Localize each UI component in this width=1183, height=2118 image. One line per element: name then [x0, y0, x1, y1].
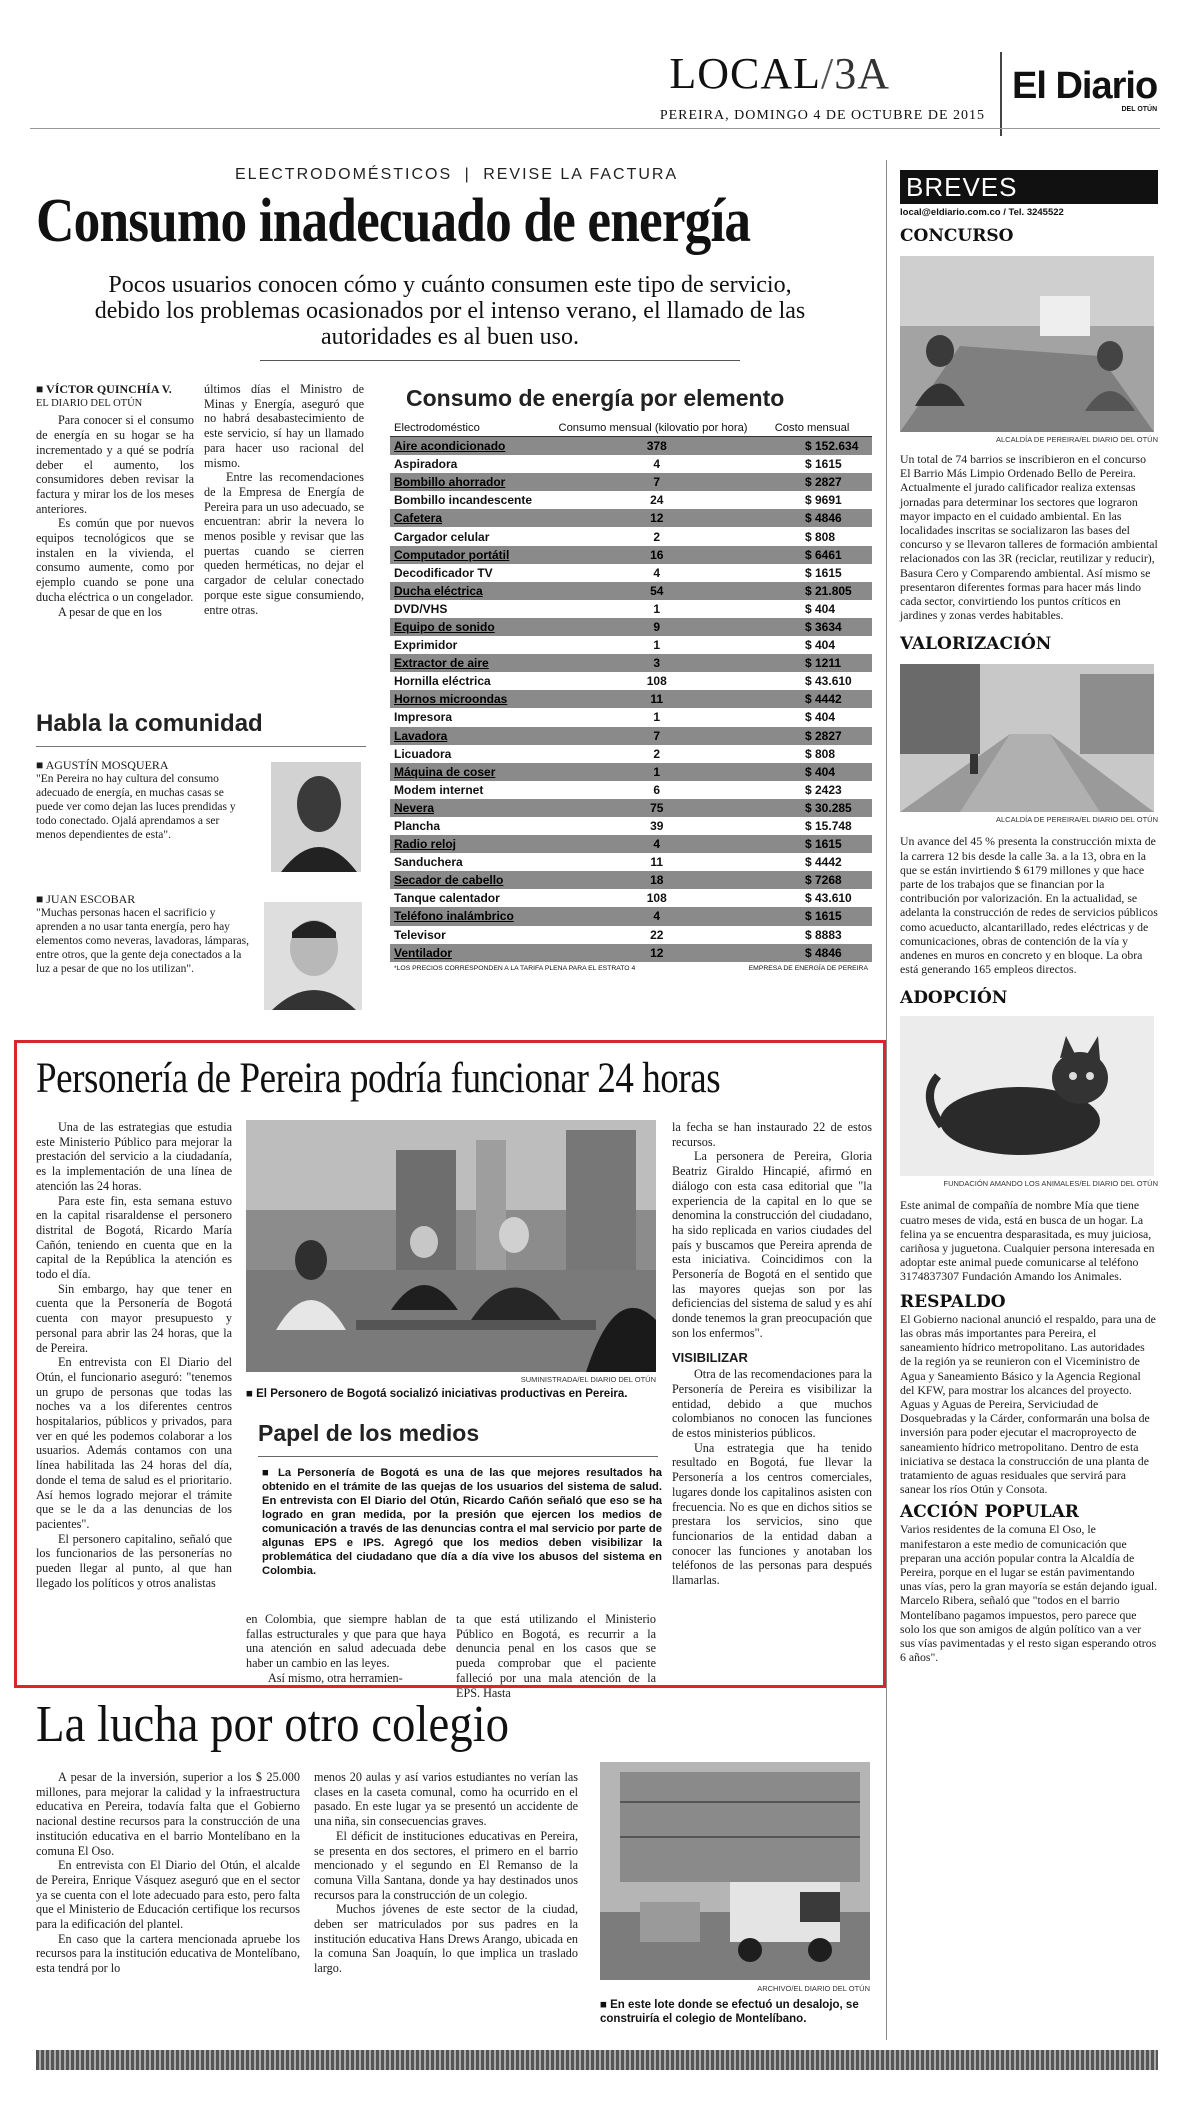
cost-cell: $ 4846 — [769, 509, 872, 527]
consumption-cell: 4 — [653, 565, 661, 580]
appliance-cell: Aspiradora — [394, 457, 458, 472]
appliance-cell: Exprimidor — [394, 638, 458, 653]
consumption-cell: 12 — [544, 944, 769, 962]
cost-cell: $ 1615 — [769, 835, 872, 853]
dateline: PEREIRA, DOMINGO 4 DE OCTUBRE DE 2015 — [659, 108, 985, 123]
table-row — [390, 944, 872, 962]
consumption-cell: 18 — [544, 871, 769, 889]
quote-block — [36, 892, 251, 976]
consumption-cell: 1 — [653, 638, 661, 653]
paragraph: En entrevista con El Diario del Otún, el alcalde de Pereira, Enrique Vásquez aseguró que en el sector ya se cuenta con el lote adecuado para esto, pero falta que el Ministerio de Educación certifique los recursos para la edificación del plantel. — [36, 1858, 300, 1932]
lead-col2 — [204, 382, 364, 617]
cost-cell: $ 15.748 — [805, 819, 852, 834]
paragraph: En entrevista con El Diario del Otún, el funcionario aseguró: "tenemos un grupo de personas que todas las noches va a los diferentes centros hospitalarios, públicos y privados, para ver en qué les podemos colaborar a los usuarios. Además contamos con una línea habilitada las 24 horas del día, donde el tema de salud es el prioritario. Así hemos logrado mejorar el trámite que se le da a las denuncias de los pacientes". — [36, 1355, 232, 1531]
lead-deck: Pocos usuarios conocen cómo y cuánto consumen este tipo de servicio, debido los problemas ocasionados por el intenso verano, el llamado de las autoridades es al buen uso. — [94, 272, 806, 350]
table-row — [390, 799, 872, 817]
table-row — [390, 926, 872, 944]
brief-title: ACCIÓN POPULAR — [900, 1502, 1079, 1523]
brand-sub: DEL OTÚN — [1121, 106, 1158, 113]
portrait-photo — [264, 902, 362, 1010]
paragraph: Una de las estrategias que estudia este Ministerio Público para mejorar la prestación del servicio a la ciudadanía, es la implementación de una línea de atención las 24 horas. — [36, 1120, 232, 1193]
appliance-cell: Nevera — [390, 799, 544, 817]
paragraph: en Colombia, que siempre hablan de fallas estructurales y que para que haya una atención en salud adecuada debe haber un cambio en las leyes. — [246, 1612, 446, 1671]
cost-cell: $ 3634 — [769, 618, 872, 636]
photo-credit: FUNDACIÓN AMANDO LOS ANIMALES/EL DIARIO DEL OTÚN — [943, 1179, 1158, 1189]
cost-cell: $ 1615 — [769, 907, 872, 925]
community-title: Habla la comunidad — [36, 710, 263, 737]
table-row — [390, 654, 872, 672]
appliance-cell: DVD/VHS — [394, 601, 448, 616]
appliance-cell: Licuadora — [394, 746, 452, 761]
kicker-topic: ELECTRODOMÉSTICOS — [235, 166, 453, 183]
paragraph: En caso que la cartera mencionada apruebe los recursos para la institución educativa de Montelíbano, esta tendrá por lo — [36, 1931, 300, 1976]
lead-headline: Consumo inadecuado de energía — [36, 187, 751, 255]
cost-cell: $ 808 — [805, 529, 836, 544]
table-row — [390, 564, 872, 582]
table-row — [390, 708, 872, 726]
breves-sidebar — [900, 170, 1158, 1664]
brief-title: VALORIZACIÓN — [900, 634, 1052, 655]
photo-caption: ■ El Personero de Bogotá socializó iniciativas productivas en Pereira. — [246, 1388, 628, 1400]
appliance-cell: Extractor de aire — [390, 654, 544, 672]
colegio-headline: La lucha por otro colegio — [36, 1696, 510, 1753]
brief-text: Un avance del 45 % presenta la construcción mixta de la carrera 12 bis desde la calle 3a. a la 13, obra en la que se están invirtiendo $ 6179 millones y que hace parte de los trabajos que se financian por la contribución por valorización. En la actualidad, se adelanta la construcción de redes de servicios públicos como acueducto, alcantarillado, redes eléctricas y de comunicaciones, obras de contención de la vía y andenes en muros en concreto y en bloque. La obra está generando 165 empleos directos. — [900, 834, 1158, 977]
consumption-cell: 1 — [544, 763, 769, 781]
energy-table-header — [390, 422, 872, 437]
appliance-cell: Televisor — [394, 927, 446, 942]
brief-text: El Gobierno nacional anunció el respaldo, para una de las obras más importantes para Pereira, el saneamiento hídrico metropolitano. Las autoridades de la región ya se reunieron con el Viceministro de Agua y Saneamiento Básico y la Agencia Regional del KFW, para mostrar los alcances del proyecto. Aguas y Aguas de Pereira, Serviciudad de Dosquebradas y la Cárder, conformarán una bolsa de inversión para poder ejecutar el macroproyecto de saneamiento hídrico metropolitano. Dentro de esta iniciativa se destaca la construcción de una planta de tratamiento de aguas residuales que servirá para sanear los ríos Otún y Consota. — [900, 1311, 1156, 1497]
cost-cell: $ 9691 — [805, 493, 842, 508]
table-row — [390, 727, 872, 745]
section-label: LOCAL — [669, 49, 821, 98]
lot-truck-photo-image — [600, 1762, 870, 1980]
paragraph: Una estrategia que ha tenido resultado en Bogotá, fue llevar la Personería a los centros comerciales, lugares donde los capitalinos asisten con frecuencia. No es que en dichos sitios se prestara los servicios, sino que funcionarios de la entidad daban a conocer las funciones y anotaban los teléfonos de las personas para después llamarlas. — [672, 1440, 872, 1588]
breves-contact: local@eldiario.com.co / Tel. 3245522 — [900, 207, 1064, 218]
table-row — [390, 835, 872, 853]
sub-title-rule — [258, 1456, 658, 1457]
personeria-headline: Personería de Pereira podría funcionar 24 horas — [36, 1055, 721, 1102]
appliance-cell: Sanduchera — [394, 855, 463, 870]
consumption-cell: 3 — [544, 654, 769, 672]
photo-credit: ALCALDÍA DE PEREIRA/EL DIARIO DEL OTÚN — [996, 815, 1158, 825]
sub-lead: ■ La Personería de Bogotá es una de las que mejores resultados ha obtenido en el trámite de las quejas de los usuarios del sistema de salud. En entrevista con El Diario del Otún, Ricardo Cañón señaló que eso se ha logrado en gran medida, por la presión que ejercen los medios de comunicación a través de las denuncias contra el mal servicio por parte de algunas EPS e IPS. Agregó que los medios deben visibilizar la problemática del ciudadano que día a día vive los abusos del sistema en Colombia. — [262, 1467, 662, 1577]
personeria-photo — [246, 1120, 656, 1372]
meeting-photo-image — [900, 256, 1154, 432]
lead-col1 — [36, 382, 194, 619]
appliance-cell: Hornos microondas — [390, 690, 544, 708]
consumption-cell: 75 — [544, 799, 769, 817]
masthead — [30, 36, 1160, 136]
cost-cell: $ 6461 — [769, 546, 872, 564]
table-row — [390, 600, 872, 618]
paragraph: El déficit de instituciones educativas en Pereira, se presenta en dos sectores, el primero en el barrio mencionado y el segundo en El Remanso de la comuna Villa Santana, donde ya hay destinados unos recursos para la construcción de un colegio. — [314, 1828, 578, 1902]
appliance-cell: Cafetera — [390, 509, 544, 527]
consumption-cell: 2 — [653, 529, 661, 544]
paragraph: Para conocer si el consumo de energía en su hogar se ha incrementado y a qué se podría deber el aumento, los consumidores deben revisar la factura y mirar los de los meses anteriores. — [36, 413, 194, 516]
portrait-person-image — [271, 762, 361, 872]
appliance-cell: Impresora — [394, 710, 453, 725]
appliance-cell: Secador de cabello — [390, 871, 544, 889]
paragraph: Es común que por nuevos equipos tecnológicos que se instalen en la vivienda, el consumo aumente, como por ejemplo cuando se pone una ducha eléctrica o un congelador. — [36, 516, 194, 604]
column-header: Electrodoméstico — [394, 422, 480, 434]
table-row — [390, 491, 872, 509]
paragraph: A pesar de que en los — [58, 604, 162, 619]
portrait-person-image — [264, 902, 362, 1010]
paragraph: ta que está utilizando el Ministerio Público en Bogotá, es recurrir a la denuncia penal en los casos que se pueda comprobar que el paciente falleció por una mala atención de la EPS. Hasta — [456, 1612, 656, 1700]
breves-title-bar — [900, 170, 1158, 204]
table-row — [390, 907, 872, 925]
breves-title: BREVES — [906, 172, 1018, 202]
concurso-photo — [900, 256, 1154, 432]
appliance-cell: Aire acondicionado — [390, 437, 544, 455]
valorizacion-photo — [900, 664, 1154, 812]
appliance-cell: Ventilador — [390, 944, 544, 962]
kicker: ELECTRODOMÉSTICOS | REVISE LA FACTURA — [235, 166, 679, 183]
appliance-cell: Plancha — [394, 819, 441, 834]
table-row — [390, 437, 872, 455]
quote-author: ■ JUAN ESCOBAR — [36, 892, 136, 906]
cost-cell: $ 808 — [805, 746, 836, 761]
paragraph: Así mismo, otra herramien- — [268, 1670, 403, 1685]
consumption-cell: 11 — [544, 690, 769, 708]
section-title: LOCAL/3A — [669, 49, 890, 98]
deck-rule — [260, 360, 740, 361]
brand-name: El Diario — [1012, 65, 1158, 107]
table-row — [390, 527, 872, 545]
cost-cell: $ 404 — [805, 638, 836, 653]
appliance-cell: Computador portátil — [390, 546, 544, 564]
cost-cell: $ 43.610 — [805, 674, 852, 689]
appliance-cell: Teléfono inalámbrico — [390, 907, 544, 925]
consumption-cell: 4 — [544, 907, 769, 925]
paragraph: Sin embargo, hay que tener en cuenta que la Personería de Bogotá cuenta con mayor presupuesto y personal para abrir las 24 horas, que la de Pereira. — [36, 1281, 232, 1355]
paragraph: Muchos jóvenes de este sector de la ciudad, deben ser matriculados por sus padres en la institución educativa Hans Drews Arango, ubicada en la comuna San Joaquín, lo que implica un traslado largo. — [314, 1902, 578, 1976]
brief-title: CONCURSO — [900, 226, 1014, 246]
consumption-cell: 7 — [544, 473, 769, 491]
consumption-cell: 108 — [646, 891, 667, 906]
quote-block — [36, 758, 251, 842]
table-row — [390, 763, 872, 781]
consumption-cell: 9 — [544, 618, 769, 636]
colegio-col1 — [36, 1770, 300, 1976]
consumption-cell: 11 — [650, 855, 664, 870]
photo-caption: ■ En este lote donde se efectuó un desalojo, se construiría el colegio de Montelíbano. — [600, 1999, 859, 2025]
road-construction-photo-image — [900, 664, 1154, 812]
column-header: Consumo mensual (kilovatio por hora) — [558, 422, 748, 434]
quote-author: ■ AGUSTÍN MOSQUERA — [36, 758, 169, 772]
paragraph: últimos días el Ministro de Minas y Energía, aseguró que no habrá desabastecimiento de este servicio, sí hay un llamado para hacer uso racional del mismo. — [204, 382, 364, 470]
paragraph: Para este fin, esta semana estuvo en la capital risaraldense el personero distrital de Bogotá, Ricardo María Cañón, teniendo en cuenta que en la capital de la República la atención es todo el día. — [36, 1193, 232, 1282]
brief-title: ADOPCIÓN — [900, 988, 1008, 1009]
appliance-cell: Decodificador TV — [394, 565, 493, 580]
appliance-cell: Cargador celular — [394, 529, 490, 544]
consumption-cell: 4 — [653, 457, 661, 472]
cost-cell: $ 404 — [805, 710, 836, 725]
table-footnotes — [390, 965, 872, 972]
consumption-cell: 2 — [653, 746, 661, 761]
cost-cell: $ 2827 — [769, 727, 872, 745]
appliance-cell: Ducha eléctrica — [390, 582, 544, 600]
personeria-col2b — [456, 1612, 656, 1700]
brief-text: Varios residentes de la comuna El Oso, le manifestaron a este medio de comunicación que preparan una acción popular contra la Alcaldía de Pereira, porque en el lugar se están pavimentando unas vías, pero la gran mayoría se están dejando igual. Marcelo Ribera, señaló que "todos en el barrio Montelíbano pagamos impuestos, pero parece que solo los que son amigos de algún político van a ver sus vías pavimentadas y el resto sigan esperando otros 6 años". — [900, 1522, 1158, 1665]
cost-cell: $ 1615 — [805, 565, 842, 580]
table-row — [390, 455, 872, 473]
table-row — [390, 817, 872, 835]
cost-cell: $ 404 — [769, 763, 872, 781]
cost-cell: $ 2827 — [769, 473, 872, 491]
column-divider — [886, 160, 887, 2040]
paragraph: la fecha se han instaurado 22 de estos recursos. — [672, 1120, 872, 1149]
appliance-cell: Equipo de sonido — [390, 618, 544, 636]
byline-org: EL DIARIO DEL OTÚN — [36, 397, 143, 409]
cost-cell: $ 4442 — [805, 855, 842, 870]
bottom-strip — [36, 2050, 1158, 2070]
adopcion-photo — [900, 1016, 1154, 1176]
portrait-photo — [271, 762, 361, 872]
brand-logo — [1012, 66, 1157, 113]
paragraph: A pesar de la inversión, superior a los $ 25.000 millones, para mejorar la calidad y la infraestructura educativa en Pereira, todavía falta que el Gobierno nacional destine recursos para la construcción de una institución educativa en el barrio Montelíbano en la comuna El Oso. — [36, 1770, 300, 1858]
subsection-title: VISIBILIZAR — [672, 1349, 748, 1365]
brief-text: Un total de 74 barrios se inscribieron en el concurso El Barrio Más Limpio Ordenado Bello de Pereira. Actualmente el jurado calificador realiza extensas jornadas para determinar los sectores que lograron mayor impacto en el cuidado ambiental. En las localidades inscritas se socializaron las bases del concurso y se llevaron talleres de formación ambiental relacionados con las 3R (reciclar, reutilizar y reducir), Basura Cero y Comparendo ambiental. Así mismo se presentaron diferentes formas para hacer más lindo cada sector, convirtiendo los puntos críticos en jardines y zonas verdes habitables. — [900, 452, 1158, 623]
brief-title: RESPALDO — [900, 1291, 1006, 1312]
table-row — [390, 582, 872, 600]
consumption-cell: 24 — [650, 493, 664, 508]
quote-text: "En Pereira no hay cultura del consumo adecuado de energía, en muchas casas se puede ver como dejan las luces prendidas y todo conectado. Ojalá aprendamos a ser menos dependientes de esta". — [36, 773, 236, 841]
consumption-cell: 39 — [650, 819, 664, 834]
table-row — [390, 509, 872, 527]
cost-cell: $ 7268 — [769, 871, 872, 889]
meeting-photo-image — [246, 1120, 656, 1372]
consumption-cell: 16 — [544, 546, 769, 564]
table-footnote: *LOS PRECIOS CORRESPONDEN A LA TARIFA PLENA PARA EL ESTRATO 4 — [394, 964, 636, 972]
personeria-col2a — [246, 1612, 446, 1686]
cat-photo-image — [900, 1016, 1154, 1176]
table-row — [390, 546, 872, 564]
cost-cell: $ 404 — [805, 601, 836, 616]
colegio-photo — [600, 1762, 870, 1980]
byline-name: ■ VÍCTOR QUINCHÍA V. — [36, 382, 172, 396]
paragraph: menos 20 aulas y así varios estudiantes no verían las clases en la caseta comunal, como ha ocurrido en el pasado. En este lugar ya se presentó un accidente de una niña, sin consecuencias graves. — [314, 1770, 578, 1829]
consumption-cell: 22 — [650, 927, 664, 942]
table-row — [390, 853, 872, 871]
consumption-cell: 6 — [653, 782, 661, 797]
page-number: 3A — [834, 49, 890, 98]
column-header: Costo mensual — [774, 422, 850, 434]
cost-cell: $ 4846 — [769, 944, 872, 962]
consumption-cell: 54 — [544, 582, 769, 600]
cost-cell: $ 21.805 — [769, 582, 872, 600]
cost-cell: $ 2423 — [805, 782, 842, 797]
photo-credit: ARCHIVO/EL DIARIO DEL OTÚN — [757, 1984, 870, 1993]
appliance-cell: Lavadora — [390, 727, 544, 745]
paragraph: La personera de Pereira, Gloria Beatriz Giraldo Hincapié, afirmó en diálogo con esta casa editorial que "la experiencia de la capital en lo que se denomina la construcción del ciudadano, ha sido replicada en varios ciudades del país y buscamos que Pereira aprenda de esta iniciativa. Coincidimos con la Personería de Bogotá en el sentido que las mayores quejas son por las deficiencias del sistema de salud y es ahí donde tenemos la gran preocupación que son los enfermos". — [672, 1149, 872, 1340]
sub-title: Papel de los medios — [258, 1420, 480, 1446]
community-rule — [36, 746, 366, 747]
cost-cell: $ 152.634 — [769, 437, 872, 455]
appliance-cell: Modem internet — [394, 782, 484, 797]
colegio-col2 — [314, 1770, 578, 1976]
consumption-cell: 12 — [544, 509, 769, 527]
energy-table-block — [390, 385, 872, 972]
consumption-cell: 108 — [646, 674, 667, 689]
consumption-cell: 1 — [653, 601, 661, 616]
brief-text: Este animal de compañía de nombre Mía que tiene cuatro meses de vida, está en busca de un hogar. La felina ya se encuentra desparasitada, es muy juiciosa, cariñosa y juguetona. Cualquier persona interesada en adoptar este animal puede comunicarse al teléfono 3174837307 Fundación Amando los Animales. — [900, 1198, 1155, 1284]
appliance-cell: Bombillo ahorrador — [390, 473, 544, 491]
appliance-cell: Radio reloj — [390, 835, 544, 853]
appliance-cell: Hornilla eléctrica — [394, 674, 491, 689]
consumption-cell: 378 — [544, 437, 769, 455]
photo-credit: SUMINISTRADA/EL DIARIO DEL OTÚN — [520, 1375, 656, 1384]
appliance-cell: Bombillo incandescente — [394, 493, 533, 508]
paragraph: El personero capitalino, señaló que los funcionarios de las personerías no pueden llegar al punto, al que han llegado los políticos y otros analistas — [36, 1531, 232, 1590]
cost-cell: $ 8883 — [805, 927, 842, 942]
appliance-cell: Tanque calentador — [394, 891, 500, 906]
cost-cell: $ 1211 — [769, 654, 872, 672]
personeria-col1 — [36, 1120, 232, 1591]
community-box — [36, 710, 366, 1030]
paragraph: Entre las recomendaciones de la Empresa de Energía de Pereira para un uso adecuado, se encuentran: abrir la nevera lo menos posible y revisar que las puertas cuando se cierren queden herméticas, no dejar el cargador de celular conectado porque este sigue consumiendo, entre otras. — [204, 470, 364, 617]
table-row — [390, 690, 872, 708]
table-row — [390, 889, 872, 907]
table-row — [390, 618, 872, 636]
energy-table-title: Consumo de energía por elemento — [406, 385, 785, 411]
cost-cell: $ 30.285 — [769, 799, 872, 817]
paragraph: Otra de las recomendaciones para la Personería de Pereira es visibilizar la entidad, debido a que muchos colombianos no conocen las funciones de estos ministerios públicos. — [672, 1367, 872, 1441]
consumption-cell: 7 — [544, 727, 769, 745]
photo-credit: ALCALDÍA DE PEREIRA/EL DIARIO DEL OTÚN — [996, 435, 1158, 444]
table-row — [390, 871, 872, 889]
table-source: EMPRESA DE ENERGÍA DE PEREIRA — [748, 964, 868, 972]
personeria-col3 — [672, 1120, 872, 1588]
consumption-cell: 1 — [653, 710, 661, 725]
cost-cell: $ 4442 — [769, 690, 872, 708]
header-rule — [30, 128, 1160, 129]
quote-text: "Muchas personas hacen el sacrificio y aprenden a no usar tanta energía, pero hay elementos como neveras, lavadoras, lámparas, entre otros, que la gente deja conectados a la luz a pesar de que no los utilizan". — [36, 907, 249, 975]
table-row — [390, 636, 872, 654]
masthead-divider — [1000, 52, 1002, 136]
energy-table — [390, 437, 872, 962]
table-row — [390, 672, 872, 690]
appliance-cell: Máquina de coser — [390, 763, 544, 781]
table-row — [390, 781, 872, 799]
cost-cell: $ 1615 — [805, 457, 842, 472]
table-row — [390, 745, 872, 763]
kicker-subtopic: REVISE LA FACTURA — [483, 166, 679, 183]
table-row — [390, 473, 872, 491]
consumption-cell: 4 — [544, 835, 769, 853]
cost-cell: $ 43.610 — [805, 891, 852, 906]
